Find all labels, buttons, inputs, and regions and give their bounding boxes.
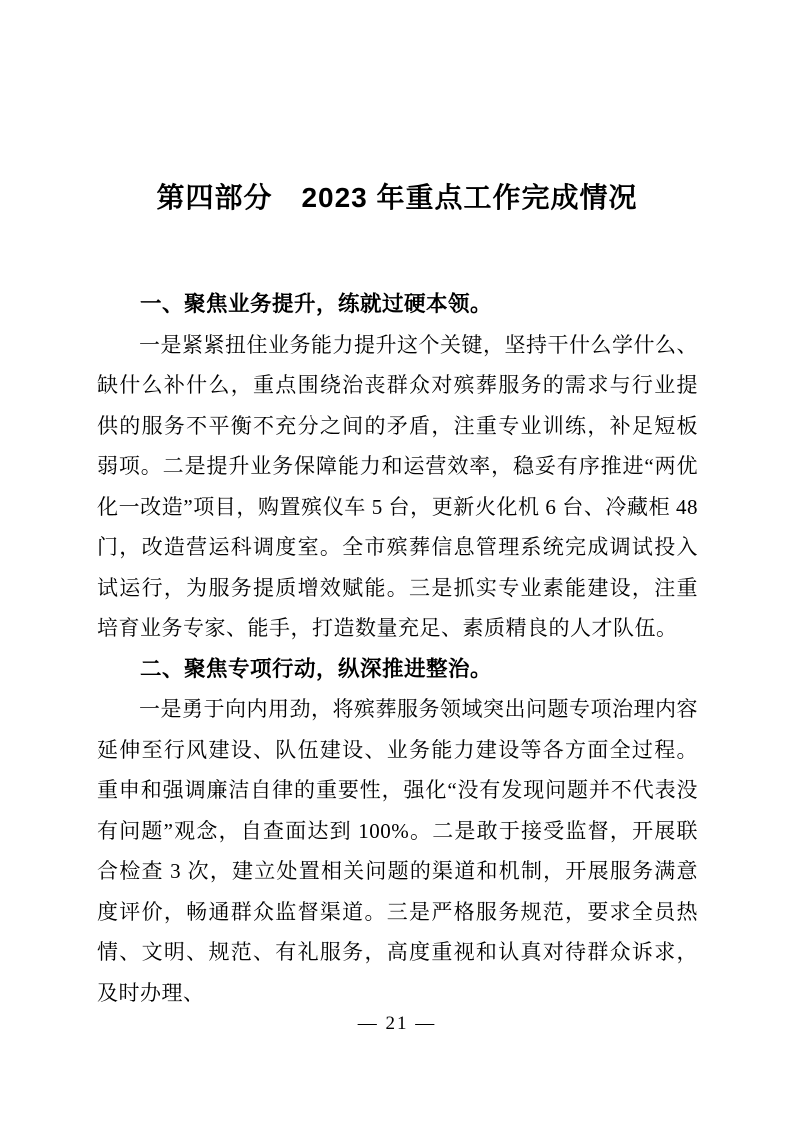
document-body <box>97 284 698 1013</box>
section-2-paragraph: 一是勇于向内用劲，将殡葬服务领域突出问题专项治理内容延伸至行风建设、队伍建设、业务能力建设等各方面全过程。重申和强调廉洁自律的重要性，强化“没有发现问题并不代表没有问题”观念，自查面达到 100%。二是敢于接受监督，开展联合检查 3 次，建立处置相关问题的渠道和机制，开展服务满意度评价，畅通群众监督渠道。三是严格服务规范，要求全员热情、文明、规范、有礼服务，高度重视和认真对待群众诉求，及时办理、 <box>97 697 698 1005</box>
section-2-heading: 二、聚焦专项行动，纵深推进整治。 <box>140 656 493 681</box>
document-title: 第四部分 2023 年重点工作完成情况 <box>156 182 638 213</box>
page-number: — 21 — <box>357 1013 437 1034</box>
section-1-heading: 一、聚焦业务提升，练就过硬本领。 <box>140 292 493 316</box>
section-1-paragraph: 一是紧紧扭住业务能力提升这个关键，坚持干什么学什么、缺什么补什么，重点围绕治丧群众对殡葬服务的需求与行业提供的服务不平衡不充分之间的矛盾，注重专业训练，补足短板弱项。二是提升业务保障能力和运营效率，稳妥有序推进“两优化一改造”项目，购置殡仪车 5 台，更新火化机 6 台、冷藏柜 48 门，改造营运科调度室。全市殡葬信息管理系统完成调试投入试运行，为服务提质增效赋能。三是抓实专业素能建设，注重培育业务专家、能手，打造数量充足、素质精良的人才队伍。 <box>97 332 698 640</box>
